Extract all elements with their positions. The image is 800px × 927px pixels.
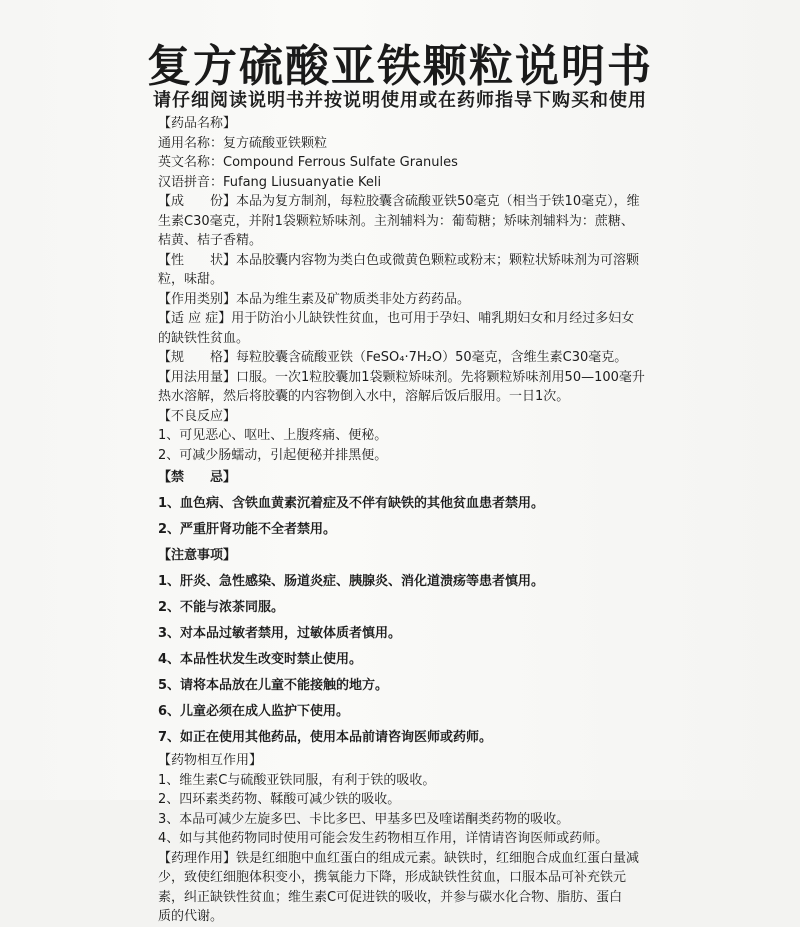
interaction-item: 1、维生素C与硫酸亚铁同服，有利于铁的吸收。 [158, 772, 436, 788]
pinyin-name: 汉语拼音：Fufang Liusuanyatie Keli [158, 174, 382, 190]
spec-line: 【规 格】每粒胶囊含硫酸亚铁（FeSO₄·7H₂O）50毫克，含维生素C30毫克。 [158, 350, 628, 365]
contraindication-item: 1、血色病、含铁血黄素沉着症及不伴有缺铁的其他贫血患者禁用。 [158, 496, 545, 511]
interaction-item: 3、本品可减少左旋多巴、卡比多巴、甲基多巴及喹诺酮类药物的吸收。 [158, 811, 570, 827]
generic-name: 通用名称：复方硫酸亚铁颗粒 [158, 135, 328, 151]
usage-line-2: 热水溶解，然后将胶囊的内容物倒入水中，溶解后饭后服用。一日1次。 [158, 389, 570, 404]
caution-item: 6、儿童必须在成人监护下使用。 [158, 704, 350, 719]
english-name: 英文名称：Compound Ferrous Sulfate Granules [158, 155, 458, 170]
interaction-item: 4、如与其他药物同时使用可能会发生药物相互作用，详情请咨询医师或药师。 [158, 831, 609, 846]
leaflet-body [158, 114, 670, 927]
section-header-adverse: 【不良反应】 [158, 408, 237, 424]
pharmacology-line-4: 质的代谢。 [158, 909, 224, 924]
section-header-cautions: 【注意事项】 [158, 548, 237, 563]
composition-line-1: 【成 份】本品为复方制剂，每粒胶囊含硫酸亚铁50毫克（相当于铁10毫克），维 [158, 194, 640, 209]
adverse-item: 2、可减少肠蠕动，引起便秘并排黑便。 [158, 447, 388, 463]
document-subtitle: 请仔细阅读说明书并按说明使用或在药师指导下购买和使用 [153, 90, 647, 111]
usage-line-1: 【用法用量】口服。一次1粒胶囊加1袋颗粒矫味剂。先将颗粒矫味剂用50—100毫升 [158, 369, 645, 385]
composition-line-3: 桔黄、桔子香精。 [158, 233, 263, 248]
section-header-name: 【药品名称】 [158, 116, 237, 131]
pharmacology-line-1: 【药理作用】铁是红细胞中血红蛋白的组成元素。缺铁时，红细胞合成血红蛋白量减 [158, 850, 640, 866]
composition-line-2: 生素C30毫克，并附1袋颗粒矫味剂。主剂辅料为：葡萄糖；矫味剂辅料为：蔗糖、 [158, 213, 634, 229]
character-line-1: 【性 状】本品胶囊内容物为类白色或微黄色颗粒或粉末；颗粒状矫味剂为可溶颗 [158, 252, 640, 268]
section-header-interactions: 【药物相互作用】 [158, 753, 263, 768]
contraindication-item: 2、严重肝肾功能不全者禁用。 [158, 522, 337, 537]
pharmacology-line-2: 少，致使红细胞体积变小，携氧能力下降，形成缺铁性贫血，口服本品可补充铁元 [158, 870, 627, 885]
indication-line-1: 【适 应 症】用于防治小儿缺铁性贫血，也可用于孕妇、哺乳期妇女和月经过多妇女 [158, 311, 635, 326]
document-title: 复方硫酸亚铁颗粒说明书 [147, 41, 653, 92]
indication-line-2: 的缺铁性贫血。 [158, 330, 250, 346]
caution-item: 1、肝炎、急性感染、肠道炎症、胰腺炎、消化道溃疡等患者慎用。 [158, 574, 545, 589]
pharmacology-line-3: 素，纠正缺铁性贫血；维生素C可促进铁的吸收，并参与碳水化合物、脂肪、蛋白 [158, 889, 623, 905]
caution-item: 2、不能与浓茶同服。 [158, 600, 285, 615]
caution-item: 4、本品性状发生改变时禁止使用。 [158, 652, 363, 667]
caution-item: 5、请将本品放在儿童不能接触的地方。 [158, 678, 389, 693]
interaction-item: 2、四环素类药物、鞣酸可减少铁的吸收。 [158, 792, 401, 807]
caution-item: 7、如正在使用其他药品，使用本品前请咨询医师或药师。 [158, 730, 493, 745]
caution-item: 3、对本品过敏者禁用，过敏体质者慎用。 [158, 626, 402, 641]
adverse-item: 1、可见恶心、呕吐、上腹疼痛、便秘。 [158, 428, 388, 443]
category-line: 【作用类别】本品为维生素及矿物质类非处方药药品。 [158, 291, 471, 307]
section-header-contraindications: 【禁 忌】 [158, 470, 237, 485]
character-line-2: 粒，味甜。 [158, 272, 224, 287]
